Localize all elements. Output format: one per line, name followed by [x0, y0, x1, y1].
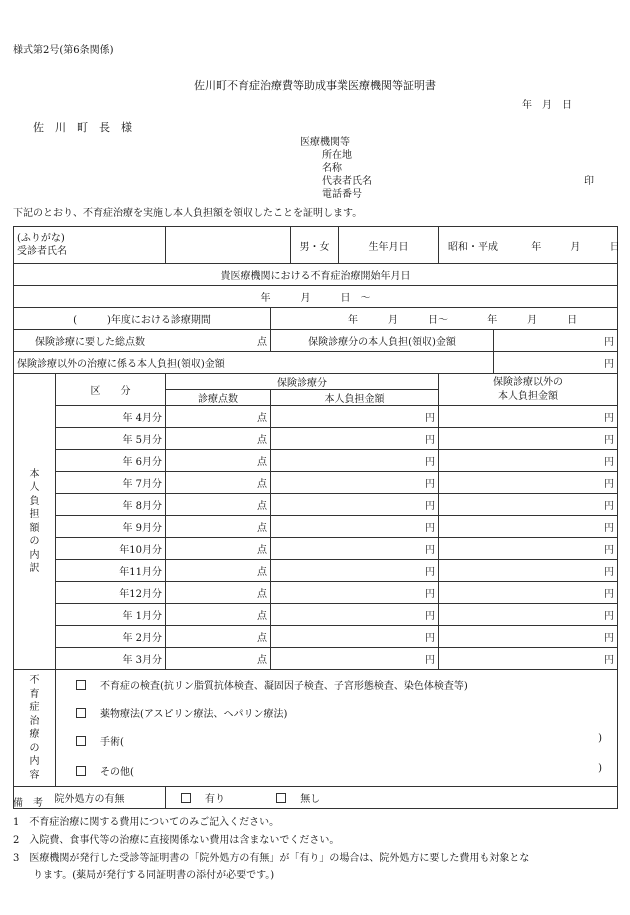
treatment-item-other[interactable]: [56, 755, 618, 787]
treatment-item-drugs[interactable]: [56, 698, 618, 726]
note-3-cont: ります。(薬局が発行する同証明書の添付が必要です。): [13, 870, 275, 881]
representative-label: 代表者氏名: [322, 176, 372, 187]
uninsured-input[interactable]: 円: [439, 648, 618, 670]
insured-pay-label: 保険診療分の本人負担(領収)金額: [271, 330, 494, 352]
checkbox-yes[interactable]: [181, 793, 191, 803]
period-from: 年 月 日〜: [348, 315, 448, 326]
self-pay-input[interactable]: 円: [271, 582, 439, 604]
table-row: [14, 560, 618, 582]
checkbox-no[interactable]: [276, 793, 286, 803]
start-date-label: 貴医療機関における不育症治療開始年月日: [14, 264, 618, 286]
treatment-text: 不育症の検査(抗リン脂質抗体検査、凝固因子検査、子宮形態検査、染色体検査等): [100, 680, 468, 692]
period-label[interactable]: ( )年度における診療期間: [14, 308, 271, 330]
table-row: [14, 538, 618, 560]
uninsured-input[interactable]: 円: [439, 450, 618, 472]
points-header: 診療点数: [166, 390, 271, 406]
points-input[interactable]: 点: [166, 450, 271, 472]
patient-name-cell: [14, 227, 166, 264]
uninsured-input[interactable]: 円: [439, 428, 618, 450]
start-date-input[interactable]: 年 月 日 〜: [14, 286, 618, 308]
dob-year: 年: [531, 241, 542, 253]
table-row: [14, 582, 618, 604]
table-row: [14, 494, 618, 516]
month-label: 年 7月分: [56, 472, 166, 494]
points-input[interactable]: 点: [166, 516, 271, 538]
month-label: 年 4月分: [56, 406, 166, 428]
close-paren: ): [598, 733, 602, 745]
intro-text: 下記のとおり、不育症治療を実施し本人負担額を領収したことを証明します。: [13, 208, 363, 219]
table-row: [14, 406, 618, 428]
period-input[interactable]: [271, 308, 618, 330]
self-pay-input[interactable]: 円: [271, 648, 439, 670]
month-label: 年 2月分: [56, 626, 166, 648]
self-pay-input[interactable]: 円: [271, 428, 439, 450]
dob-input[interactable]: [439, 227, 618, 264]
treatment-item-tests[interactable]: [56, 670, 618, 699]
month-label: 年 3月分: [56, 648, 166, 670]
table-row: [14, 516, 618, 538]
insured-header: 保険診療分: [166, 374, 439, 390]
furigana-label: (ふりがな): [17, 232, 65, 244]
uninsured-input[interactable]: 円: [439, 538, 618, 560]
treatment-text: 手術(: [100, 737, 124, 749]
dob-label: 生年月日: [339, 227, 439, 264]
kubun-header: 区 分: [56, 374, 166, 406]
points-input[interactable]: 点: [166, 648, 271, 670]
points-input[interactable]: 点: [166, 428, 271, 450]
self-pay-input[interactable]: 円: [271, 516, 439, 538]
outside-rx-yes: 有り: [205, 794, 225, 805]
self-pay-input[interactable]: 円: [271, 494, 439, 516]
month-label: 年10月分: [56, 538, 166, 560]
month-label: 年 8月分: [56, 494, 166, 516]
treatment-side-label: 不 育 症 治 療 の 内 容: [14, 670, 56, 787]
table-row: [14, 626, 618, 648]
month-label: 年12月分: [56, 582, 166, 604]
table-row: [14, 428, 618, 450]
table-row: [14, 450, 618, 472]
address-label: 所在地: [322, 150, 352, 161]
addressee: 佐 川 町 長 様: [33, 121, 132, 134]
points-input[interactable]: 点: [166, 472, 271, 494]
close-paren: ): [598, 762, 602, 774]
issue-date: 年 月 日: [522, 100, 572, 111]
self-pay-input[interactable]: 円: [271, 450, 439, 472]
points-input[interactable]: 点: [166, 582, 271, 604]
table-row: [14, 648, 618, 670]
uninsured-input[interactable]: 円: [439, 626, 618, 648]
form-number: 様式第2号(第6条関係): [13, 45, 114, 56]
month-label: 年 6月分: [56, 450, 166, 472]
phone-label: 電話番号: [322, 189, 362, 200]
era-select[interactable]: 昭和・平成: [448, 241, 498, 253]
patient-name-input[interactable]: [166, 227, 291, 264]
self-pay-input[interactable]: 円: [271, 472, 439, 494]
uninsured-input[interactable]: 円: [439, 582, 618, 604]
uninsured-pay-input[interactable]: 円: [494, 352, 618, 374]
checkbox[interactable]: [76, 680, 86, 690]
points-input[interactable]: 点: [166, 494, 271, 516]
checkbox[interactable]: [76, 708, 86, 718]
table-row: [14, 472, 618, 494]
month-label: 年 1月分: [56, 604, 166, 626]
uninsured-header: 保険診療以外の 本人負担金額: [439, 374, 618, 406]
checkbox[interactable]: [76, 736, 86, 746]
patient-row: [14, 227, 618, 264]
uninsured-pay-label: 保険診療以外の治療に係る本人負担(領収)金額: [14, 352, 494, 374]
point-unit: 点: [257, 337, 267, 348]
page-title: 佐川町不育症治療費等助成事業医療機関等証明書: [194, 79, 436, 92]
month-label: 年 5月分: [56, 428, 166, 450]
breakdown-side-label: 本 人 負 担 額 の 内 訳: [14, 374, 56, 670]
institution-name-label: 名称: [322, 163, 342, 174]
points-input[interactable]: 点: [166, 626, 271, 648]
points-input[interactable]: 点: [166, 604, 271, 626]
uninsured-input[interactable]: 円: [439, 560, 618, 582]
insured-points-label: 保険診療に要した総点数: [35, 337, 145, 348]
self-pay-input[interactable]: 円: [271, 538, 439, 560]
uninsured-input[interactable]: 円: [439, 516, 618, 538]
points-input[interactable]: 点: [166, 560, 271, 582]
treatment-item-surgery[interactable]: [56, 726, 618, 754]
institution-heading: 医療機関等: [300, 137, 350, 148]
self-pay-input[interactable]: 円: [271, 604, 439, 626]
note-3: 3 医療機関が発行した受診等証明書の「院外処方の有無」が「有り」の場合は、院外処方に要した費用も対象とな: [13, 853, 530, 864]
dob-day: 日: [609, 241, 620, 253]
insured-points-cell[interactable]: [14, 330, 271, 352]
checkbox[interactable]: [76, 766, 86, 776]
outside-rx-no: 無し: [300, 794, 321, 805]
uninsured-input[interactable]: 円: [439, 604, 618, 626]
points-input[interactable]: 点: [166, 406, 271, 428]
self-pay-header: 本人負担金額: [271, 390, 439, 406]
table-row: [14, 604, 618, 626]
insured-pay-input[interactable]: 円: [494, 330, 618, 352]
patient-name-label: 受診者氏名: [17, 246, 67, 257]
sex-select[interactable]: 男・女: [291, 227, 339, 264]
note-2: 2 入院費、食事代等の治療に直接関係ない費用は含まないでください。: [13, 835, 340, 846]
notes-heading: 備 考: [13, 798, 43, 809]
points-input[interactable]: 点: [166, 538, 271, 560]
outside-rx-label: 院外処方の有無: [14, 787, 166, 809]
uninsured-input[interactable]: 円: [439, 472, 618, 494]
uninsured-input[interactable]: 円: [439, 494, 618, 516]
period-to: 年 月 日: [487, 315, 578, 326]
treatment-text: 薬物療法(アスピリン療法、ヘパリン療法): [100, 708, 288, 720]
outside-rx-options[interactable]: [166, 787, 618, 809]
dob-month: 月: [570, 241, 581, 253]
self-pay-input[interactable]: 円: [271, 626, 439, 648]
month-label: 年 9月分: [56, 516, 166, 538]
self-pay-input[interactable]: 円: [271, 406, 439, 428]
uninsured-input[interactable]: 円: [439, 406, 618, 428]
self-pay-input[interactable]: 円: [271, 560, 439, 582]
certificate-table: [13, 226, 618, 809]
month-label: 年11月分: [56, 560, 166, 582]
treatment-text: その他(: [100, 766, 134, 778]
note-1: 1 不育症治療に関する費用についてのみご記入ください。: [13, 817, 280, 828]
seal-mark: 印: [584, 176, 594, 187]
